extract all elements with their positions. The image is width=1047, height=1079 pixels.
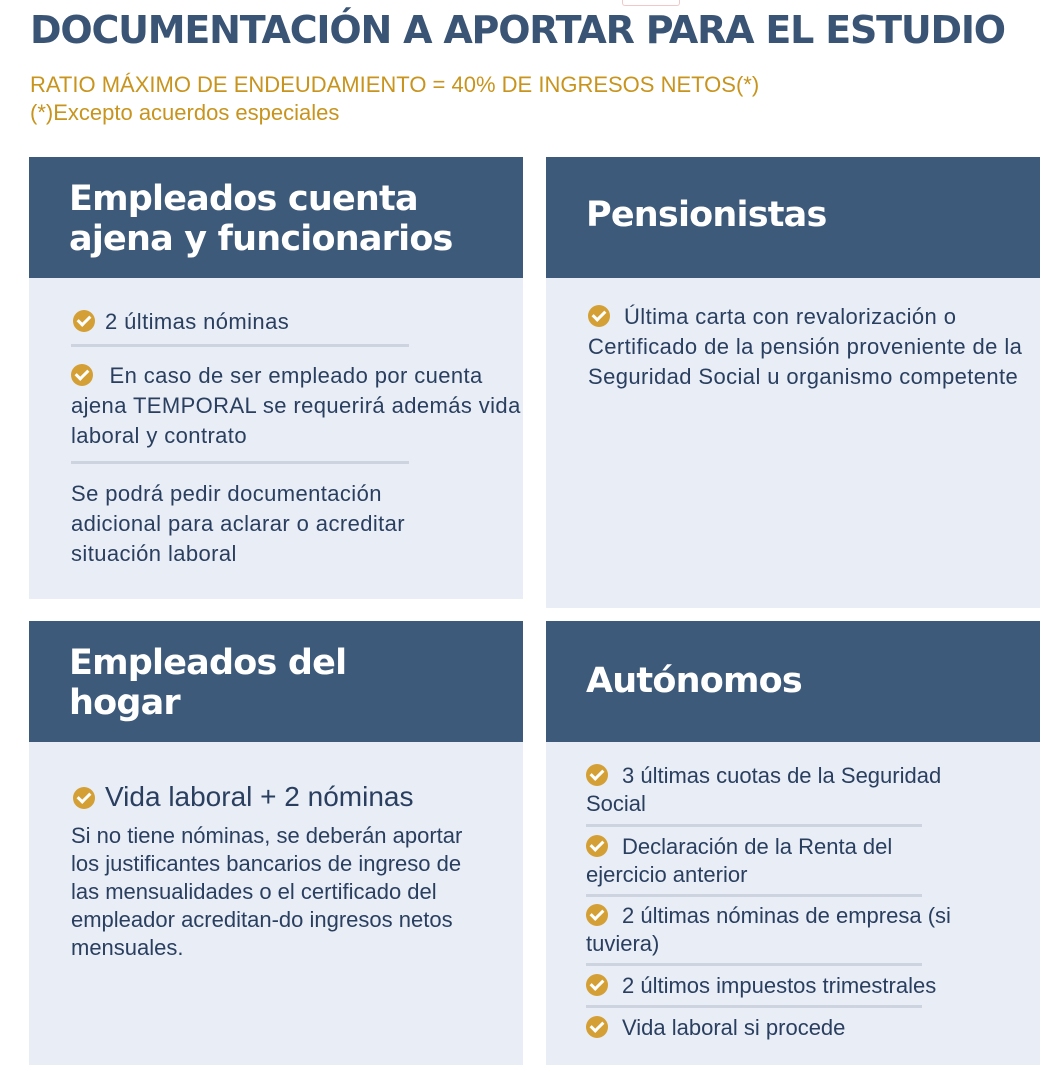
card-header xyxy=(546,621,1040,742)
list-item: En caso de ser empleado por cuenta ajena TEMPORAL se requerirá además vida laboral y contrato xyxy=(71,363,521,448)
list-item: 2 últimos impuestos trimestrales xyxy=(586,972,1006,1000)
list-item: 3 últimas cuotas de la Seguridad Social xyxy=(586,763,942,816)
check-circle-icon xyxy=(73,787,95,809)
card-title: Pensionistas xyxy=(586,195,827,235)
top-tab-marker xyxy=(622,0,680,6)
card-pensioners xyxy=(546,157,1040,608)
divider xyxy=(71,461,409,464)
card-title: Autónomos xyxy=(586,661,802,701)
card-household-employees xyxy=(29,621,523,1065)
card-header xyxy=(29,621,523,742)
divider xyxy=(586,894,922,897)
check-circle-icon xyxy=(73,310,95,332)
check-circle-icon xyxy=(586,764,608,786)
card-self-employed xyxy=(546,621,1040,1065)
card-title: Empleados cuenta ajena y funcionarios xyxy=(69,179,453,259)
list-item: 2 últimas nóminas xyxy=(73,307,513,337)
exception-note: (*)Excepto acuerdos especiales xyxy=(30,100,340,125)
list-item: 2 últimas nóminas de empresa (si tuviera) xyxy=(586,903,951,956)
debt-ratio-note: RATIO MÁXIMO DE ENDEUDAMIENTO = 40% DE INGRESOS NETOS(*) xyxy=(30,72,760,97)
check-circle-icon xyxy=(71,364,93,386)
card-header xyxy=(546,157,1040,278)
list-item: Vida laboral + 2 nóminas xyxy=(73,780,513,814)
check-circle-icon xyxy=(586,835,608,857)
check-circle-icon xyxy=(586,1016,608,1038)
list-item: Vida laboral si procede xyxy=(586,1014,1006,1042)
divider xyxy=(586,1005,922,1008)
page-title: DOCUMENTACIÓN A APORTAR PARA EL ESTUDIO xyxy=(30,8,1005,52)
card-title: Empleados del hogar xyxy=(69,643,347,723)
list-item: Última carta con revalorización o Certificado de la pensión proveniente de la Seguridad Social u organismo competente xyxy=(588,304,1023,389)
card-employees xyxy=(29,157,523,599)
list-item: Se podrá pedir documentación adicional para aclarar o acreditar situación laboral xyxy=(71,481,405,566)
check-circle-icon xyxy=(588,305,610,327)
divider xyxy=(586,824,922,827)
check-circle-icon xyxy=(586,904,608,926)
divider xyxy=(71,344,409,347)
card-header xyxy=(29,157,523,278)
divider xyxy=(586,963,922,966)
check-circle-icon xyxy=(586,974,608,996)
list-item: Si no tiene nóminas, se deberán aportar los justificantes bancarios de ingreso de las mensualidades o el certificado del empleador acreditan-do ingresos netos mensuales. xyxy=(71,823,463,960)
list-item: Declaración de la Renta del ejercicio anterior xyxy=(586,834,893,887)
